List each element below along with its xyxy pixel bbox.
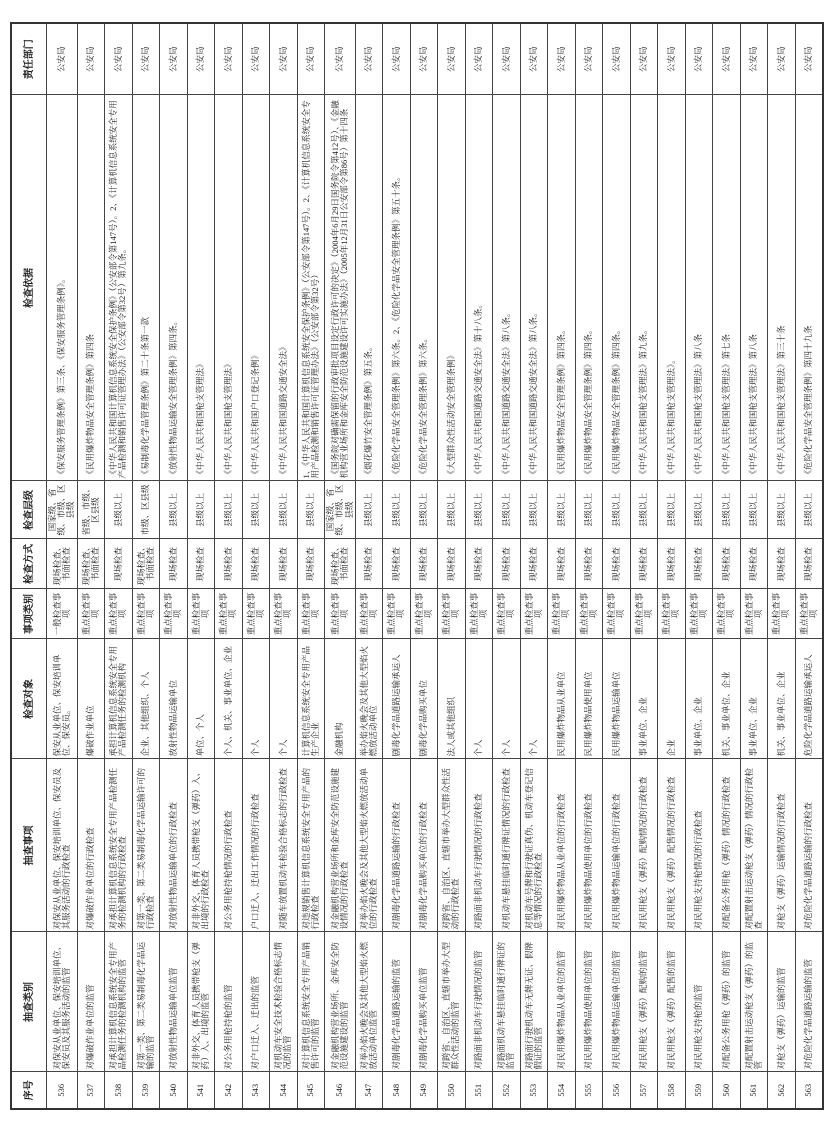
cell-basis: 《国务院对确需保留的行政审批项目设定行政许可的决定》（2004年6月29日国务院令第412号）、《金融机构营业场所和金库安全防范设施建设许可实施办法》（2005年12月31日公安部令第86号）第十四条 [325, 95, 356, 481]
cell-basis: 《中华人民共和国枪支管理法》第八条 [740, 95, 768, 481]
table-row [160, 23, 188, 1109]
cell-level: 县级以上 [493, 481, 521, 539]
cell-type: 重点检查事项 [297, 589, 325, 639]
cell-basis: 《大型群众性活动安全管理条例》 [438, 95, 466, 481]
cell-serial: 543 [242, 1072, 270, 1109]
cell-category: 对放射性物品运输单位监管 [160, 932, 188, 1072]
table-row [325, 23, 356, 1109]
cell-method: 现场检查 [410, 539, 438, 589]
cell-department: 公安局 [713, 23, 741, 95]
cell-method: 现场检查 [465, 539, 493, 589]
cell-object: 机关、事业单位、企业 [713, 639, 741, 759]
cell-level: 省级、市级、区县级 [77, 481, 105, 539]
column-header-category: 抽查类别 [11, 932, 47, 1072]
cell-level: 县级以上 [187, 481, 215, 539]
cell-category: 对保安从业单位、保安培训单位、保安员及其服务活动的监管 [47, 932, 78, 1072]
cell-department: 公安局 [383, 23, 411, 95]
cell-type: 重点检查事项 [410, 589, 438, 639]
cell-department: 公安局 [630, 23, 658, 95]
cell-level: 县级以上 [410, 481, 438, 539]
cell-object: 爆破作业单位 [77, 639, 105, 759]
cell-serial: 544 [270, 1072, 298, 1109]
table-row [768, 23, 796, 1109]
column-header-basis: 检查依据 [11, 95, 47, 481]
column-header-department: 责任部门 [11, 23, 47, 95]
cell-serial: 555 [575, 1072, 603, 1109]
cell-basis: 《危险化学品安全管理条例》第四十九条 [795, 95, 823, 481]
cell-basis: 《放射性物品运输安全管理条例》第四条。 [160, 95, 188, 481]
cell-serial: 551 [465, 1072, 493, 1109]
cell-basis: 《民用爆炸物品安全管理条例》第四条。 [575, 95, 603, 481]
cell-method: 现场检查 [658, 539, 686, 589]
cell-item: 对路面非机动车行驶情况的行政检查 [465, 759, 493, 932]
table-row [383, 23, 411, 1109]
cell-object: 事业单位、企业 [740, 639, 768, 759]
cell-method: 现场检查 [603, 539, 631, 589]
cell-object: 民用爆炸物品使用单位 [575, 639, 603, 759]
cell-category: 对公务用枪持枪的监管 [215, 932, 243, 1072]
cell-type: 重点检查事项 [685, 589, 713, 639]
cell-level: 县级以上 [713, 481, 741, 539]
cell-method: 现场检查 [795, 539, 823, 589]
cell-item: 对机动车号牌和行驶证真伪、机动车登记信息等情况的行政检查 [520, 759, 548, 932]
cell-level: 县级以上 [105, 481, 133, 539]
cell-category: 对路面非机动车行驶情况的监管 [465, 932, 493, 1072]
cell-category: 对非外交、体育人员携带枪支（弹药）入、出境的监管 [187, 932, 215, 1072]
cell-serial: 547 [355, 1072, 383, 1109]
cell-category: 对金融机构营业场所、金库安全防范设施建设的监管 [325, 932, 356, 1072]
cell-item: 对放射性物品运输单位的行政检查 [160, 759, 188, 932]
cell-serial: 560 [713, 1072, 741, 1109]
cell-department: 公安局 [132, 23, 160, 95]
cell-level: 县级以上 [242, 481, 270, 539]
column-header-serial: 序号 [11, 1072, 47, 1109]
cell-object: 个人 [493, 639, 521, 759]
cell-type: 重点检查事项 [768, 589, 796, 639]
cell-basis: 《中华人民共和国枪支管理法》 [187, 95, 215, 481]
cell-item: 对民用爆炸物品使用单位的行政检查 [575, 759, 603, 932]
table-row [713, 23, 741, 1109]
cell-department: 公安局 [658, 23, 686, 95]
cell-serial: 562 [768, 1072, 796, 1109]
cell-type: 重点检查事项 [438, 589, 466, 639]
cell-serial: 536 [47, 1072, 78, 1109]
cell-serial: 549 [410, 1072, 438, 1109]
cell-item: 户口迁入、迁出工作情况的行政检查 [242, 759, 270, 932]
table-header [11, 23, 47, 1109]
column-header-type: 事项类别 [11, 589, 47, 639]
cell-category: 对民用爆炸物品运输单位的监管 [603, 932, 631, 1072]
cell-item: 对民用枪支（弹药）配售情况的行政检查 [658, 759, 686, 932]
cell-object: 单位、个人 [187, 639, 215, 759]
cell-basis: 《中华人民共和国道路交通安全法》第十八条。 [465, 95, 493, 481]
cell-level: 市级、区县级 [132, 481, 160, 539]
cell-serial: 558 [658, 1072, 686, 1109]
table-row [105, 23, 133, 1109]
cell-department: 公安局 [297, 23, 325, 95]
cell-category: 对配备公务用枪（弹药）的监管 [713, 932, 741, 1072]
cell-object: 民用爆炸物品运输单位 [603, 639, 631, 759]
cell-method: 现场检查 [215, 539, 243, 589]
cell-type: 重点检查事项 [187, 589, 215, 639]
cell-department: 公安局 [795, 23, 823, 95]
table-row [520, 23, 548, 1109]
table-row [740, 23, 768, 1109]
cell-department: 公安局 [685, 23, 713, 95]
cell-category: 对剧毒化学品道路运输的监管 [383, 932, 411, 1072]
cell-level: 县级以上 [215, 481, 243, 539]
cell-basis: 《中华人民共和国枪支管理法》。 [658, 95, 686, 481]
cell-basis: 1、《中华人民共和国计算机信息系统安全保护条例》（公安部令第147号）。2、《计算机信息系统安全专用产品检测和销售许可证管理办法》（公安部令第32号） [297, 95, 325, 481]
cell-level: 县级以上 [575, 481, 603, 539]
table-row [548, 23, 576, 1109]
cell-department: 公安局 [410, 23, 438, 95]
cell-method: 现场检查、书面检查 [77, 539, 105, 589]
cell-item: 对民用爆炸物品从业单位的行政检查 [548, 759, 576, 932]
cell-category: 对举办焰火晚会及其他大型焰火燃放活动单位监管 [355, 932, 383, 1072]
cell-level: 县级以上 [520, 481, 548, 539]
cell-level: 县级以上 [740, 481, 768, 539]
cell-level: 县级以上 [383, 481, 411, 539]
cell-type: 重点检查事项 [713, 589, 741, 639]
inspection-items-table [10, 22, 824, 1110]
cell-basis: 《中华人民共和国道路交通安全法》第八条。 [493, 95, 521, 481]
cell-basis: 《危险化学品安全管理条例》第六条。2、《危险化学品安全管理条例》第五十条。 [383, 95, 411, 481]
cell-department: 公安局 [215, 23, 243, 95]
cell-department: 公安局 [325, 23, 356, 95]
table-row [355, 23, 383, 1109]
cell-category: 对剧毒化学品购买单位监管 [410, 932, 438, 1072]
cell-item: 对第一类、第二类易制毒化学品运输许可的行政检查 [132, 759, 160, 932]
cell-serial: 539 [132, 1072, 160, 1109]
cell-serial: 537 [77, 1072, 105, 1109]
cell-object: 个人、机关、事业单位、企业 [215, 639, 243, 759]
cell-department: 公安局 [740, 23, 768, 95]
cell-department: 公安局 [768, 23, 796, 95]
cell-basis: 《中华人民共和国枪支管理法》第三十条 [768, 95, 796, 481]
cell-object: 事业单位、企业 [630, 639, 658, 759]
cell-serial: 553 [520, 1072, 548, 1109]
cell-object: 企业 [658, 639, 686, 759]
cell-level: 国家级、省级、市级、区县级 [325, 481, 356, 539]
cell-basis: 《中华人民共和国枪支管理法》第八条 [685, 95, 713, 481]
cell-department: 公安局 [603, 23, 631, 95]
cell-category: 对枪支（弹药）运输的监管 [768, 932, 796, 1072]
cell-department: 公安局 [520, 23, 548, 95]
table-row [215, 23, 243, 1109]
cell-category: 对跨省、自治区、直辖市举办大型群众性活动的监管 [438, 932, 466, 1072]
cell-level: 县级以上 [355, 481, 383, 539]
cell-department: 公安局 [355, 23, 383, 95]
cell-serial: 540 [160, 1072, 188, 1109]
cell-serial: 548 [383, 1072, 411, 1109]
cell-category: 对民用枪支（弹药）配购的监管 [630, 932, 658, 1072]
cell-item: 对危险化学品道路运输的行政检查 [795, 759, 823, 932]
cell-object: 机关、事业单位、企业 [768, 639, 796, 759]
cell-object: 事业单位、企业 [685, 639, 713, 759]
cell-method: 现场检查 [548, 539, 576, 589]
cell-method: 现场检查 [242, 539, 270, 589]
cell-department: 公安局 [548, 23, 576, 95]
cell-item: 对配备公务用枪（弹药）情况的行政检查 [713, 759, 741, 932]
table-row [47, 23, 78, 1109]
cell-level: 县级以上 [548, 481, 576, 539]
cell-object: 剧毒化学品道路运输承运人 [383, 639, 411, 759]
cell-level: 县级以上 [270, 481, 298, 539]
cell-method: 现场检查 [187, 539, 215, 589]
cell-item: 对非外交、体育人员携带枪支（弹药）入、出境的行政检查 [187, 759, 215, 932]
cell-category: 对路面机动车悬挂临时通行牌证的监管 [493, 932, 521, 1072]
cell-level: 县级以上 [658, 481, 686, 539]
cell-level: 国家级、省级、市级、区县级 [47, 481, 78, 539]
cell-method: 现场检查、书面检查 [325, 539, 356, 589]
cell-serial: 545 [297, 1072, 325, 1109]
cell-object: 放射性物品运输单位 [160, 639, 188, 759]
column-header-level: 检查层级 [11, 481, 47, 539]
cell-method: 现场检查 [768, 539, 796, 589]
cell-department: 公安局 [77, 23, 105, 95]
cell-department: 公安局 [242, 23, 270, 95]
cell-type: 重点检查事项 [325, 589, 356, 639]
table-body [47, 23, 824, 1109]
cell-item: 对民用枪支持枪情况的行政检查 [685, 759, 713, 932]
cell-item: 对剧毒化学品道路运输的行政检查 [383, 759, 411, 932]
cell-method: 现场检查 [160, 539, 188, 589]
cell-department: 公安局 [187, 23, 215, 95]
cell-category: 对承担计算机信息系统安全专用产品检测任务的检测机构的监管 [105, 932, 133, 1072]
cell-object: 民用爆炸物品从业单位 [548, 639, 576, 759]
cell-category: 对户口迁入、迁出的监管 [242, 932, 270, 1072]
cell-method: 现场检查 [685, 539, 713, 589]
cell-method: 现场检查 [297, 539, 325, 589]
table-row [410, 23, 438, 1109]
cell-category: 对爆破作业单位的监管 [77, 932, 105, 1072]
table-row [187, 23, 215, 1109]
table-row [242, 23, 270, 1109]
cell-category: 对民用爆炸物品使用单位的监管 [575, 932, 603, 1072]
cell-serial: 541 [187, 1072, 215, 1109]
cell-item: 对配置射击运动枪支（弹药）情况的行政检查 [740, 759, 768, 932]
cell-basis: 《中华人民共和国道路交通安全法》第八条。 [520, 95, 548, 481]
table-row [658, 23, 686, 1109]
cell-level: 县级以上 [297, 481, 325, 539]
cell-type: 重点检查事项 [658, 589, 686, 639]
cell-item: 对机动车悬挂临时通行牌证情况的行政检查 [493, 759, 521, 932]
cell-object: 金融机构 [325, 639, 356, 759]
cell-object: 个人 [465, 639, 493, 759]
cell-level: 县级以上 [438, 481, 466, 539]
cell-serial: 554 [548, 1072, 576, 1109]
cell-basis: 《中华人民共和国户口登记条例》 [242, 95, 270, 481]
cell-basis: 《民用爆炸物品安全管理条例》第四条 [77, 95, 105, 481]
cell-category: 对路面行驶机动车无牌无证、假牌假证的监管 [520, 932, 548, 1072]
column-header-item: 抽查事项 [11, 759, 47, 932]
cell-serial: 552 [493, 1072, 521, 1109]
cell-method: 现场检查、书面检查 [47, 539, 78, 589]
cell-method: 现场检查 [520, 539, 548, 589]
cell-type: 重点检查事项 [160, 589, 188, 639]
cell-type: 重点检查事项 [630, 589, 658, 639]
cell-level: 县级以上 [603, 481, 631, 539]
cell-department: 公安局 [493, 23, 521, 95]
cell-category: 对民用枪支持枪的监管 [685, 932, 713, 1072]
cell-object: 举办焰火晚会及其他大型焰火燃放活动单位 [355, 639, 383, 759]
cell-type: 重点检查事项 [493, 589, 521, 639]
table-row [685, 23, 713, 1109]
cell-type: 一般检查事项 [47, 589, 78, 639]
cell-category: 对危险化学品道路运输的监管 [795, 932, 823, 1072]
cell-basis: 《民用爆炸物品安全管理条例》第四条。 [603, 95, 631, 481]
cell-item: 对举办焰火晚会及其他大型焰火燃放活动单位的行政检查 [355, 759, 383, 932]
cell-item: 对金融机构营业场所和金库安全防范设施建设情况的行政检查 [325, 759, 356, 932]
cell-serial: 561 [740, 1072, 768, 1109]
cell-level: 县级以上 [795, 481, 823, 539]
cell-serial: 546 [325, 1072, 356, 1109]
cell-type: 重点检查事项 [520, 589, 548, 639]
table-row [795, 23, 823, 1109]
cell-basis: 《保安服务管理条例》第三条、《保安服务管理条例》。 [47, 95, 78, 481]
cell-serial: 556 [603, 1072, 631, 1109]
cell-item: 对民用枪支（弹药）配购情况的行政检查 [630, 759, 658, 932]
cell-object: 危险化学品道路运输承运人 [795, 639, 823, 759]
cell-type: 重点检查事项 [465, 589, 493, 639]
cell-method: 现场检查 [383, 539, 411, 589]
cell-serial: 563 [795, 1072, 823, 1109]
table-row [493, 23, 521, 1109]
cell-item: 对公务用枪持枪情况的行政检查 [215, 759, 243, 932]
table-row [575, 23, 603, 1109]
cell-item: 对承担计算机信息系统安全专用产品检测任务的检测机构的行政检查 [105, 759, 133, 932]
cell-type: 重点检查事项 [270, 589, 298, 639]
cell-basis: 《中华人民共和国枪支管理法》第九条。 [630, 95, 658, 481]
cell-serial: 557 [630, 1072, 658, 1109]
cell-basis: 《烟花爆竹安全管理条例》第五条。 [355, 95, 383, 481]
table-row [270, 23, 298, 1109]
cell-level: 县级以上 [768, 481, 796, 539]
cell-level: 县级以上 [685, 481, 713, 539]
cell-category: 对第一类、第二类易制毒化学品运输的监管 [132, 932, 160, 1072]
cell-level: 县级以上 [630, 481, 658, 539]
cell-method: 现场检查 [575, 539, 603, 589]
cell-type: 重点检查事项 [575, 589, 603, 639]
cell-type: 重点检查事项 [215, 589, 243, 639]
cell-type: 重点检查事项 [795, 589, 823, 639]
cell-basis: 《易制毒化学品管理条例》第二十条第一款 [132, 95, 160, 481]
cell-department: 公安局 [47, 23, 78, 95]
cell-item: 对民用爆炸物品运输单位的行政检查 [603, 759, 631, 932]
cell-type: 重点检查事项 [132, 589, 160, 639]
cell-item: 对保安从业单位、保安培训单位、保安员及其服务活动的行政检查 [47, 759, 78, 932]
cell-method: 现场检查、书面检查 [132, 539, 160, 589]
cell-item: 对爆破作业单位的行政检查 [77, 759, 105, 932]
cell-basis: 《中华人民共和国计算机信息系统安全保护条例》（公安部令第147号）。2、《计算机信息系统安全专用产品检测和销售许可证管理办法》（公安部令第32号）第九条。 [105, 95, 133, 481]
cell-item: 对跨省、自治区、直辖市举办大型群众性活动的行政检查 [438, 759, 466, 932]
cell-basis: 《危险化学品安全管理条例》第六条。 [410, 95, 438, 481]
cell-basis: 《民用爆炸物品安全管理条例》第四条。 [548, 95, 576, 481]
cell-object: 个人 [242, 639, 270, 759]
table-row [438, 23, 466, 1109]
cell-method: 现场检查 [438, 539, 466, 589]
cell-category: 对民用枪支（弹药）配售的监管 [658, 932, 686, 1072]
cell-type: 重点检查事项 [383, 589, 411, 639]
cell-type: 重点检查事项 [603, 589, 631, 639]
cell-category: 对民用爆炸物品从业单位的监管 [548, 932, 576, 1072]
cell-object: 承担计算机信息系统安全专用产品检测任务的检测机构 [105, 639, 133, 759]
cell-object: 法人或其他组织 [438, 639, 466, 759]
table-row [603, 23, 631, 1109]
column-header-object: 检查对象 [11, 639, 47, 759]
cell-serial: 538 [105, 1072, 133, 1109]
table-row [630, 23, 658, 1109]
cell-category: 对配置射击运动枪支（弹药）的监管 [740, 932, 768, 1072]
cell-basis: 《中华人民共和国枪支管理法》 [215, 95, 243, 481]
cell-type: 重点检查事项 [77, 589, 105, 639]
cell-item: 对随车放置机动车检验合格标志的行政检查 [270, 759, 298, 932]
cell-basis: 《中华人民共和国枪支管理法》第七条 [713, 95, 741, 481]
cell-serial: 542 [215, 1072, 243, 1109]
header-row [11, 23, 47, 1109]
cell-department: 公安局 [105, 23, 133, 95]
cell-item: 对枪支（弹药）运输情况的行政检查 [768, 759, 796, 932]
cell-department: 公安局 [160, 23, 188, 95]
cell-object: 计算机信息系统安全专用产品生产企业 [297, 639, 325, 759]
cell-category: 对机动车安全技术检验合格标志情况的监管 [270, 932, 298, 1072]
cell-method: 现场检查 [355, 539, 383, 589]
cell-type: 重点检查事项 [548, 589, 576, 639]
cell-object: 剧毒化学品购买单位 [410, 639, 438, 759]
cell-item: 对剧毒化学品购买单位的行政检查 [410, 759, 438, 932]
cell-method: 现场检查 [713, 539, 741, 589]
cell-object: 个人 [270, 639, 298, 759]
cell-type: 重点检查事项 [740, 589, 768, 639]
cell-level: 县级以上 [465, 481, 493, 539]
table-row [465, 23, 493, 1109]
table-row [77, 23, 105, 1109]
cell-method: 现场检查 [270, 539, 298, 589]
column-header-method: 检查方式 [11, 539, 47, 589]
cell-type: 重点检查事项 [355, 589, 383, 639]
cell-serial: 559 [685, 1072, 713, 1109]
table-row [297, 23, 325, 1109]
cell-department: 公安局 [270, 23, 298, 95]
cell-method: 现场检查 [105, 539, 133, 589]
cell-method: 现场检查 [630, 539, 658, 589]
cell-object: 保安从业单位、保安培训单位、保安员。 [47, 639, 78, 759]
cell-item: 对违规销售计算机信息系统安全专用产品的行政检查 [297, 759, 325, 932]
cell-basis: 《中华人民共和国道路交通安全法》 [270, 95, 298, 481]
cell-level: 县级以上 [160, 481, 188, 539]
table-row [132, 23, 160, 1109]
cell-type: 重点检查事项 [105, 589, 133, 639]
cell-serial: 550 [438, 1072, 466, 1109]
cell-department: 公安局 [465, 23, 493, 95]
cell-method: 现场检查 [493, 539, 521, 589]
cell-department: 公安局 [438, 23, 466, 95]
cell-category: 对计算机信息系统安全专用产品销售许可的监管 [297, 932, 325, 1072]
cell-object: 企业、其他组织、个人 [132, 639, 160, 759]
cell-object: 个人 [520, 639, 548, 759]
cell-method: 现场检查 [740, 539, 768, 589]
cell-department: 公安局 [575, 23, 603, 95]
cell-type: 重点检查事项 [242, 589, 270, 639]
